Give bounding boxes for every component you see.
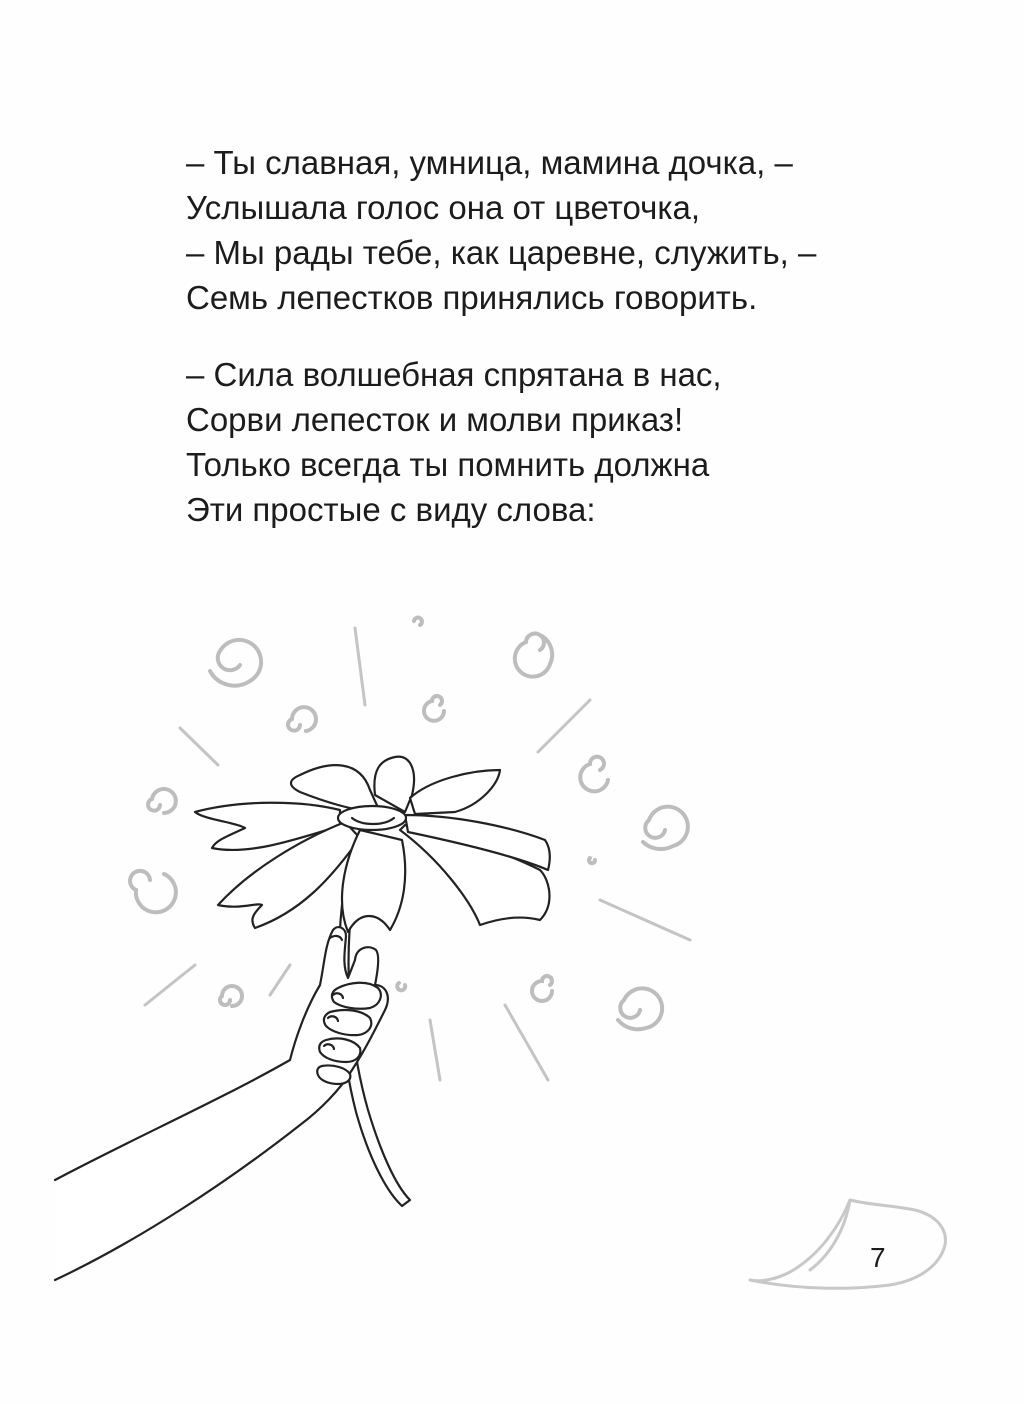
poem-line: Услышала голос она от цветочка, bbox=[186, 189, 700, 226]
flower-hand-illustration bbox=[0, 590, 1024, 1404]
poem-stanza-1 bbox=[186, 140, 886, 320]
poem-line: – Сила волшебная спрятана в нас, bbox=[186, 356, 722, 393]
page-number: 7 bbox=[870, 1242, 886, 1273]
poem-line: – Мы рады тебе, как царевне, служить, – bbox=[186, 234, 817, 271]
poem-text bbox=[186, 140, 886, 564]
poem-line: Только всегда ты помнить должна bbox=[186, 446, 710, 483]
poem-line: Эти простые с виду слова: bbox=[186, 491, 596, 528]
poem-line: Сорви лепесток и молви приказ! bbox=[186, 401, 684, 438]
hand-arm bbox=[55, 927, 388, 1280]
petal-decoration bbox=[750, 1200, 945, 1288]
poem-stanza-2 bbox=[186, 352, 886, 532]
poem-line: – Ты славная, умница, мамина дочка, – bbox=[186, 144, 793, 181]
poem-line: Семь лепестков принялись говорить. bbox=[186, 279, 758, 316]
magic-rays bbox=[145, 628, 690, 1080]
